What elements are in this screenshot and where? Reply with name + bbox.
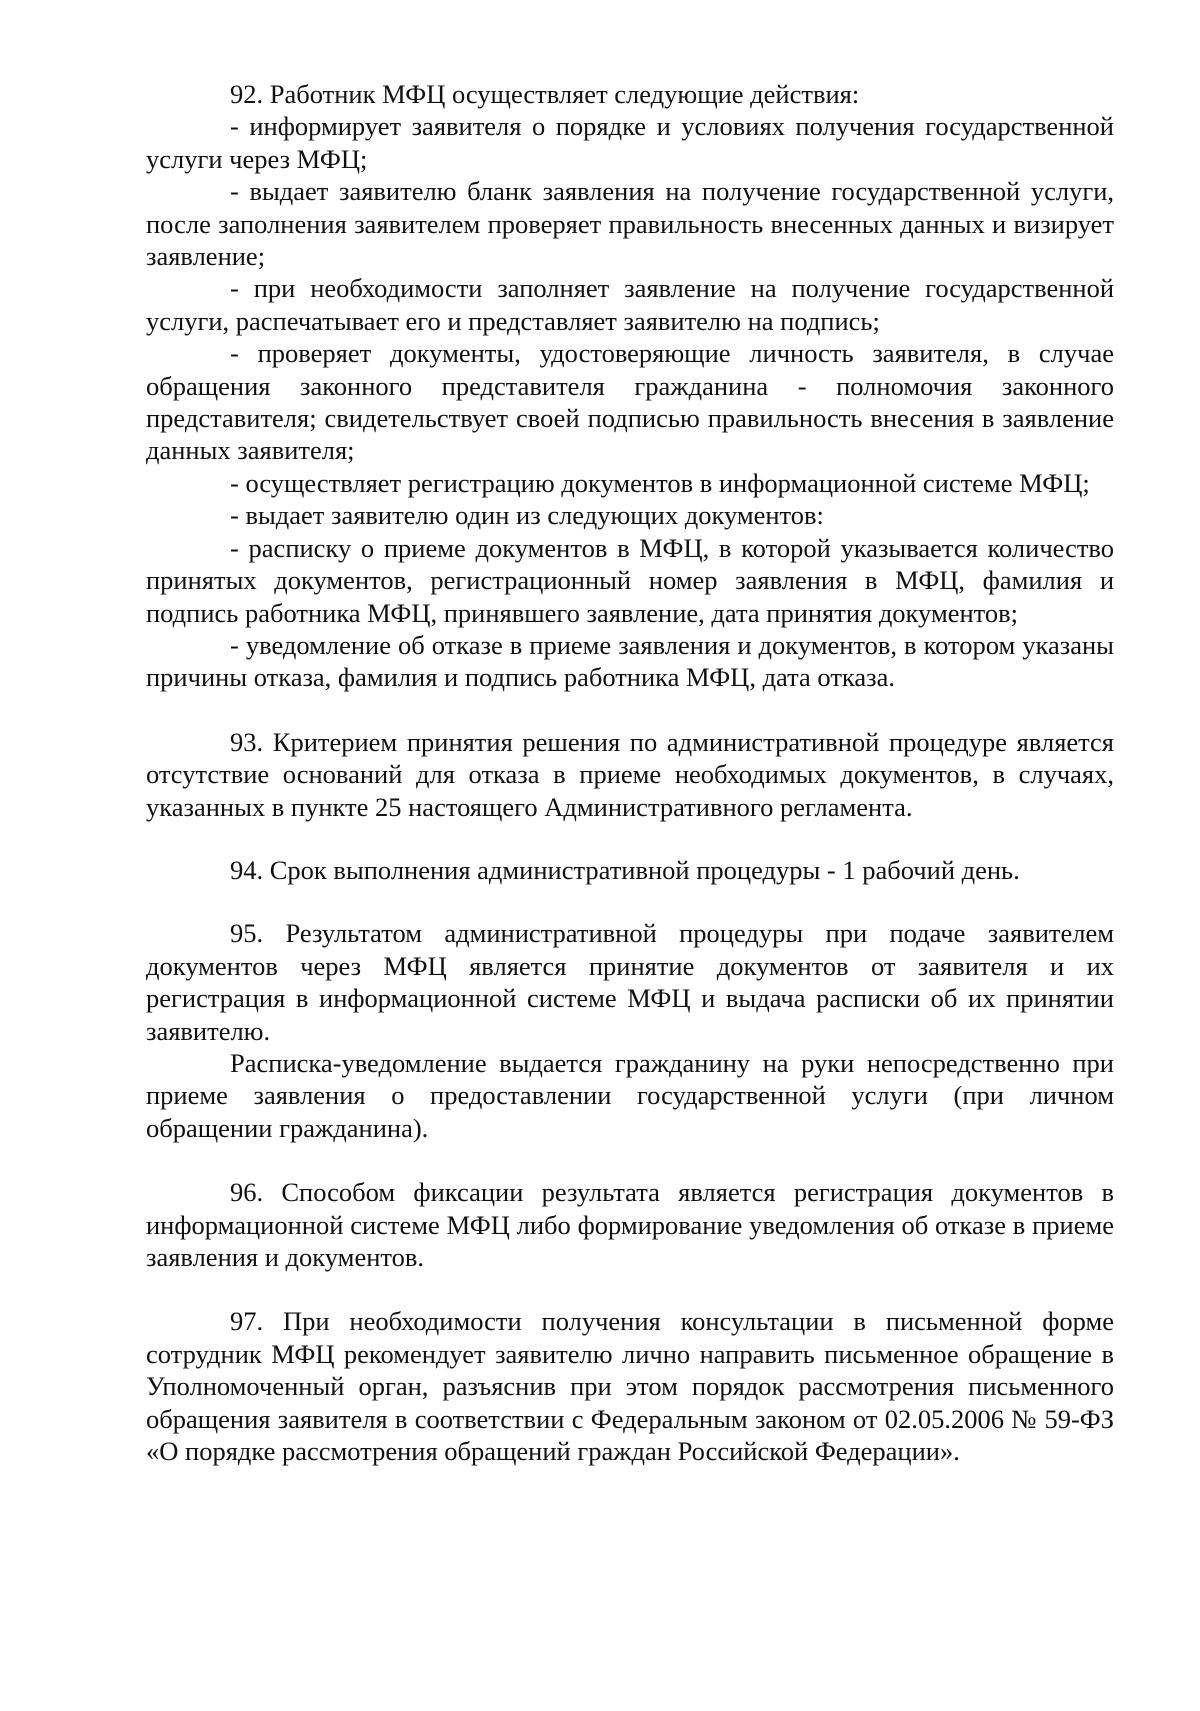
p92-item-5: - осуществляет регистрацию документов в информационной системе МФЦ;	[230, 467, 1090, 498]
p95-paragraph: 95. Результатом административной процедуры при подаче заявителем документов через МФЦ является принятие документов от заявителя и их регистрация в информационной системе МФЦ и выдача расписки об их принятии заявителю.	[146, 918, 1114, 1046]
p92-item-2: - выдает заявителю бланк заявления на получение государственной услуги, после заполнения заявителем проверяет правильность внесенных данных и визирует заявление;	[146, 176, 1114, 272]
p96-paragraph: 96. Способом фиксации результата является регистрация документов в информационной системе МФЦ либо формирование уведомления об отказе в приеме заявления и документов.	[146, 1177, 1114, 1272]
p92-item-8: - уведомление об отказе в приеме заявления и документов, в котором указаны причины отказа, фамилия и подпись работника МФЦ, дата отказа.	[146, 629, 1114, 693]
document-page	[146, 78, 1114, 1467]
p92-item-7: - расписку о приеме документов в МФЦ, в которой указывается количество принятых документов, регистрационный номер заявления в МФЦ, фамилия и подпись работника МФЦ, принявшего заявление, дата принятия документов;	[146, 532, 1114, 628]
p92-item-6: - выдает заявителю один из следующих документов:	[230, 500, 824, 531]
p92-item-4: - проверяет документы, удостоверяющие личность заявителя, в случае обращения законного представителя гражданина - полномочия законного представителя; свидетельствует своей подписью правильность внесения в заявление данных заявителя;	[146, 338, 1114, 466]
p92-intro: 92. Работник МФЦ осуществляет следующие действия:	[230, 79, 860, 109]
p94-paragraph: 94. Срок выполнения административной процедуры - 1 рабочий день.	[230, 854, 1020, 885]
p93-paragraph: 93. Критерием принятия решения по административной процедуре является отсутствие оснований для отказа в приеме необходимых документов, в случаях, указанных в пункте 25 настоящего Административного регламента.	[146, 726, 1114, 822]
p92-item-1: - информирует заявителя о порядке и условиях получения государственной услуги через МФЦ;	[146, 111, 1114, 174]
p95-note: Расписка-уведомление выдается гражданину на руки непосредственно при приеме заявления о предоставлении государственной услуги (при личном обращении гражданина).	[146, 1047, 1114, 1143]
p97-paragraph: 97. При необходимости получения консультации в письменной форме сотрудник МФЦ рекомендует заявителю лично направить письменное обращение в Уполномоченный орган, разъяснив при этом порядок рассмотрения письменного обращения заявителя в соответствии с Федеральным законом от 02.05.2006 № 59-ФЗ «О порядке рассмотрения обращений граждан Российской Федерации».	[146, 1306, 1114, 1467]
p92-item-3: - при необходимости заполняет заявление на получение государственной услуги, распечатывает его и представляет заявителю на подпись;	[146, 273, 1114, 336]
